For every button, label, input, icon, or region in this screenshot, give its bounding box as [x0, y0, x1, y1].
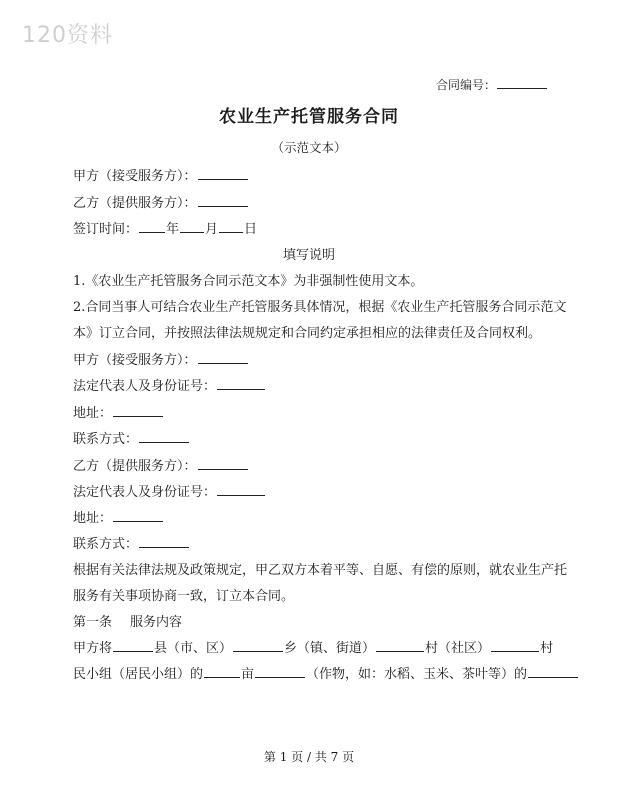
party-a-address-line	[73, 402, 164, 421]
document-title: 农业生产托管服务合同	[219, 107, 399, 127]
party-b-contact-line	[73, 533, 190, 552]
article-1-title: 服务内容	[130, 615, 183, 630]
sign-day-label: 日	[244, 222, 258, 237]
article-1-line-2	[73, 663, 579, 682]
village-group-blank[interactable]	[491, 638, 539, 652]
party-b-rep-blank[interactable]	[217, 482, 265, 496]
party-a-rep-blank[interactable]	[217, 376, 265, 390]
party-b-address-blank[interactable]	[113, 508, 163, 522]
contract-number	[436, 75, 548, 93]
article-1-text-b: 县（市、区）	[154, 641, 233, 656]
party-a-name-blank[interactable]	[198, 350, 248, 364]
party-a-address-blank[interactable]	[113, 403, 163, 417]
party-b-contact-label: 联系方式：	[73, 537, 139, 552]
party-b-name-label: 乙方（提供服务方）：	[73, 459, 197, 474]
instructions-item-1: 1.《农业生产托管服务合同示范文本》为非强制性使用文本。	[73, 274, 424, 289]
document-subtitle: （示范文本）	[271, 140, 347, 155]
instructions-item-2-line-1: 2.合同当事人可结合农业生产托管服务具体情况，根据《农业生产托管服务合同示范文	[73, 300, 567, 315]
party-b-rep-label: 法定代表人及身份证号：	[73, 485, 217, 500]
party-a-rep-line	[73, 375, 266, 394]
article-1-text-e: 村	[540, 641, 554, 656]
watermark-logo: 120资料	[22, 23, 113, 48]
sign-year-blank[interactable]	[139, 219, 165, 233]
sign-month-blank[interactable]	[180, 219, 204, 233]
article-1-text-c: 乡（镇、街道）	[284, 641, 376, 656]
sign-time-label: 签订时间：	[73, 222, 139, 237]
article-1-heading	[73, 611, 182, 630]
party-b-header-label: 乙方（提供服务方）：	[73, 196, 197, 211]
party-b-header-blank[interactable]	[198, 193, 248, 207]
area-blank[interactable]	[204, 664, 240, 678]
party-a-name-label: 甲方（接受服务方）：	[73, 353, 197, 368]
party-a-header-label: 甲方（接受服务方）：	[73, 169, 197, 184]
contract-number-blank[interactable]	[497, 75, 547, 89]
article-1-text-g: 亩	[241, 667, 255, 682]
preamble-line-1: 根据有关法律法规及政策规定，甲乙双方本着平等、自愿、有偿的原则，就农业生产托	[73, 563, 568, 578]
party-b-address-label: 地址：	[73, 511, 113, 526]
sign-day-blank[interactable]	[219, 219, 243, 233]
preamble-line-2: 服务有关事项协商一致，订立本合同。	[73, 589, 295, 604]
sign-year-label: 年	[166, 222, 180, 237]
party-a-address-label: 地址：	[73, 406, 113, 421]
party-b-name-blank[interactable]	[198, 456, 248, 470]
article-1-text-f: 民小组（居民小组）的	[73, 667, 204, 682]
party-b-contact-blank[interactable]	[139, 534, 189, 548]
instructions-heading: 填写说明	[282, 248, 335, 263]
party-b-rep-line	[73, 481, 266, 500]
crop-blank[interactable]	[255, 664, 305, 678]
article-1-text-h: （作物，如：水稻、玉米、茶叶等）的	[306, 667, 528, 682]
party-b-header-line	[73, 192, 249, 211]
township-blank[interactable]	[233, 638, 283, 652]
county-blank[interactable]	[113, 638, 153, 652]
page-footer: 第 1 页 / 共 7 页	[263, 750, 355, 764]
instructions-item-2-line-2: 本》订立合同，并按照法律法规规定和合同约定承担相应的法律责任及合同权利。	[73, 326, 542, 341]
party-a-header-line	[73, 165, 249, 184]
sign-time-line	[73, 218, 257, 237]
party-a-contact-line	[73, 428, 190, 447]
party-b-name-line	[73, 455, 249, 474]
party-a-name-line	[73, 349, 249, 368]
party-b-address-line	[73, 507, 164, 526]
party-a-header-blank[interactable]	[198, 166, 248, 180]
village-blank[interactable]	[376, 638, 424, 652]
article-1-line-1	[73, 637, 553, 656]
article-1-number: 第一条	[73, 615, 113, 630]
party-a-rep-label: 法定代表人及身份证号：	[73, 379, 217, 394]
sign-month-label: 月	[205, 222, 219, 237]
party-a-contact-blank[interactable]	[139, 429, 189, 443]
article-1-text-d: 村（社区）	[425, 641, 491, 656]
article-1-text-a: 甲方将	[73, 641, 113, 656]
contract-number-label: 合同编号：	[436, 78, 497, 92]
service-blank[interactable]	[528, 664, 578, 678]
party-a-contact-label: 联系方式：	[73, 432, 139, 447]
